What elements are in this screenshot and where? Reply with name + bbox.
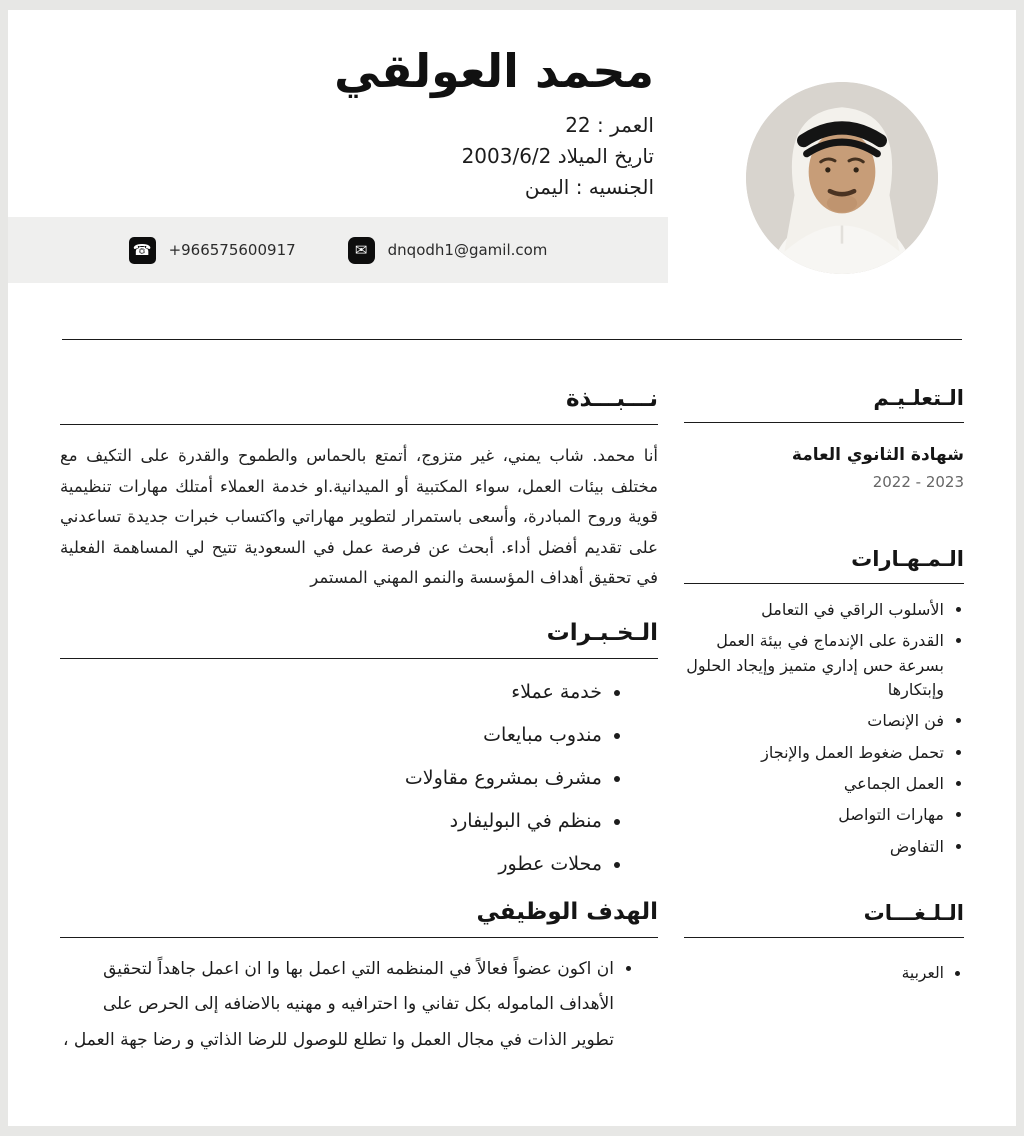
languages-list — [684, 964, 964, 982]
experience-item: • منظم في البوليفارد — [60, 810, 602, 832]
objective-list — [60, 952, 658, 1059]
skill-item: • فن الإنصات — [684, 709, 944, 733]
skills-list — [684, 598, 964, 859]
phone-contact — [129, 237, 296, 264]
photo-wrap — [668, 44, 1016, 283]
skill-item: • القدرة على الإندماج في بيئة العمل بسرعة حس إداري متميز وإيجاد الحلول وإبتكارها — [684, 629, 944, 702]
language-item: • العربية — [684, 964, 944, 982]
dob-line: تاريخ الميلاد 2003/6/2 — [461, 144, 654, 168]
age-line: العمر : 22 — [565, 113, 654, 137]
objective-heading: الهدف الوظيفي — [60, 899, 658, 938]
email-address: dnqodh1@gamil.com — [387, 241, 548, 259]
header — [8, 10, 1016, 283]
objective-text: • ان اكون عضواً فعالاً في المنظمه التي اعمل بها وا ان اعمل جاهداً لتحقيق الأهداف الماموله بكل تفاني وا احترافيه و مهنيه بالاضافه إلى الحرص على تطوير الذات في مجال العمل وا تطلع للوصول للرضا الذاتي و رضا جهة العمل ، — [60, 952, 614, 1059]
skill-item: • مهارات التواصل — [684, 803, 944, 827]
page-title: محمد العولقي — [334, 44, 654, 98]
about-text: أنا محمد. شاب يمني، غير متزوج، أتمتع بالحماس والطموح والقدرة على التكيف مع مختلف بيئات العمل، سواء المكتبية أو الميدانية.او خدمة العملاء أمتلك مهارات تنظيمية قوية وروح المبادرة، وأسعى باستمرار لتطوير مهاراتي واكتساب خبرات جديدة تساعدني على تقديم أفضل أداء. أبحث عن فرصة عمل في السعودية تتيح لي المساهمة الفعلية في تحقيق أهداف المؤسسة والنمو المهني المستمر — [60, 446, 658, 588]
phone-icon: ☎ — [129, 237, 156, 264]
contact-bar — [8, 217, 668, 283]
experience-list — [60, 681, 658, 875]
skills-heading: الـمـهـارات — [684, 547, 964, 584]
profile-photo — [746, 82, 938, 274]
experience-heading: الـخـبـرات — [60, 620, 658, 659]
cv-page — [8, 10, 1016, 1126]
education-years: 2022 - 2023 — [872, 473, 964, 491]
content — [8, 340, 1016, 1059]
sidebar — [684, 386, 964, 1059]
education-section — [684, 386, 964, 491]
skills-section — [684, 547, 964, 859]
email-icon: ✉ — [348, 237, 375, 264]
main-column — [60, 386, 658, 1059]
header-text — [8, 44, 668, 283]
skill-item: • العمل الجماعي — [684, 772, 944, 796]
experience-item: • محلات عطور — [60, 853, 602, 875]
nationality-line: الجنسيه : اليمن — [524, 175, 654, 199]
languages-heading: الـلـغـــات — [684, 901, 964, 938]
skill-item: • الأسلوب الراقي في التعامل — [684, 598, 944, 622]
skill-item: • التفاوض — [684, 835, 944, 859]
experience-section — [60, 620, 658, 875]
skill-item: • تحمل ضغوط العمل والإنجاز — [684, 741, 944, 765]
experience-item: • مشرف بمشروع مقاولات — [60, 767, 602, 789]
about-section — [60, 386, 658, 594]
avatar-illustration — [746, 82, 938, 274]
phone-number: +966575600917 — [168, 241, 296, 259]
objective-section — [60, 899, 658, 1059]
about-heading: نـــبـــذة — [60, 386, 658, 425]
email-contact — [348, 237, 548, 264]
education-heading: الـتعلـيـم — [684, 386, 964, 423]
experience-item: • خدمة عملاء — [60, 681, 602, 703]
experience-item: • مندوب مبايعات — [60, 724, 602, 746]
languages-section — [684, 901, 964, 982]
education-degree: شهادة الثانوي العامة — [791, 445, 964, 465]
